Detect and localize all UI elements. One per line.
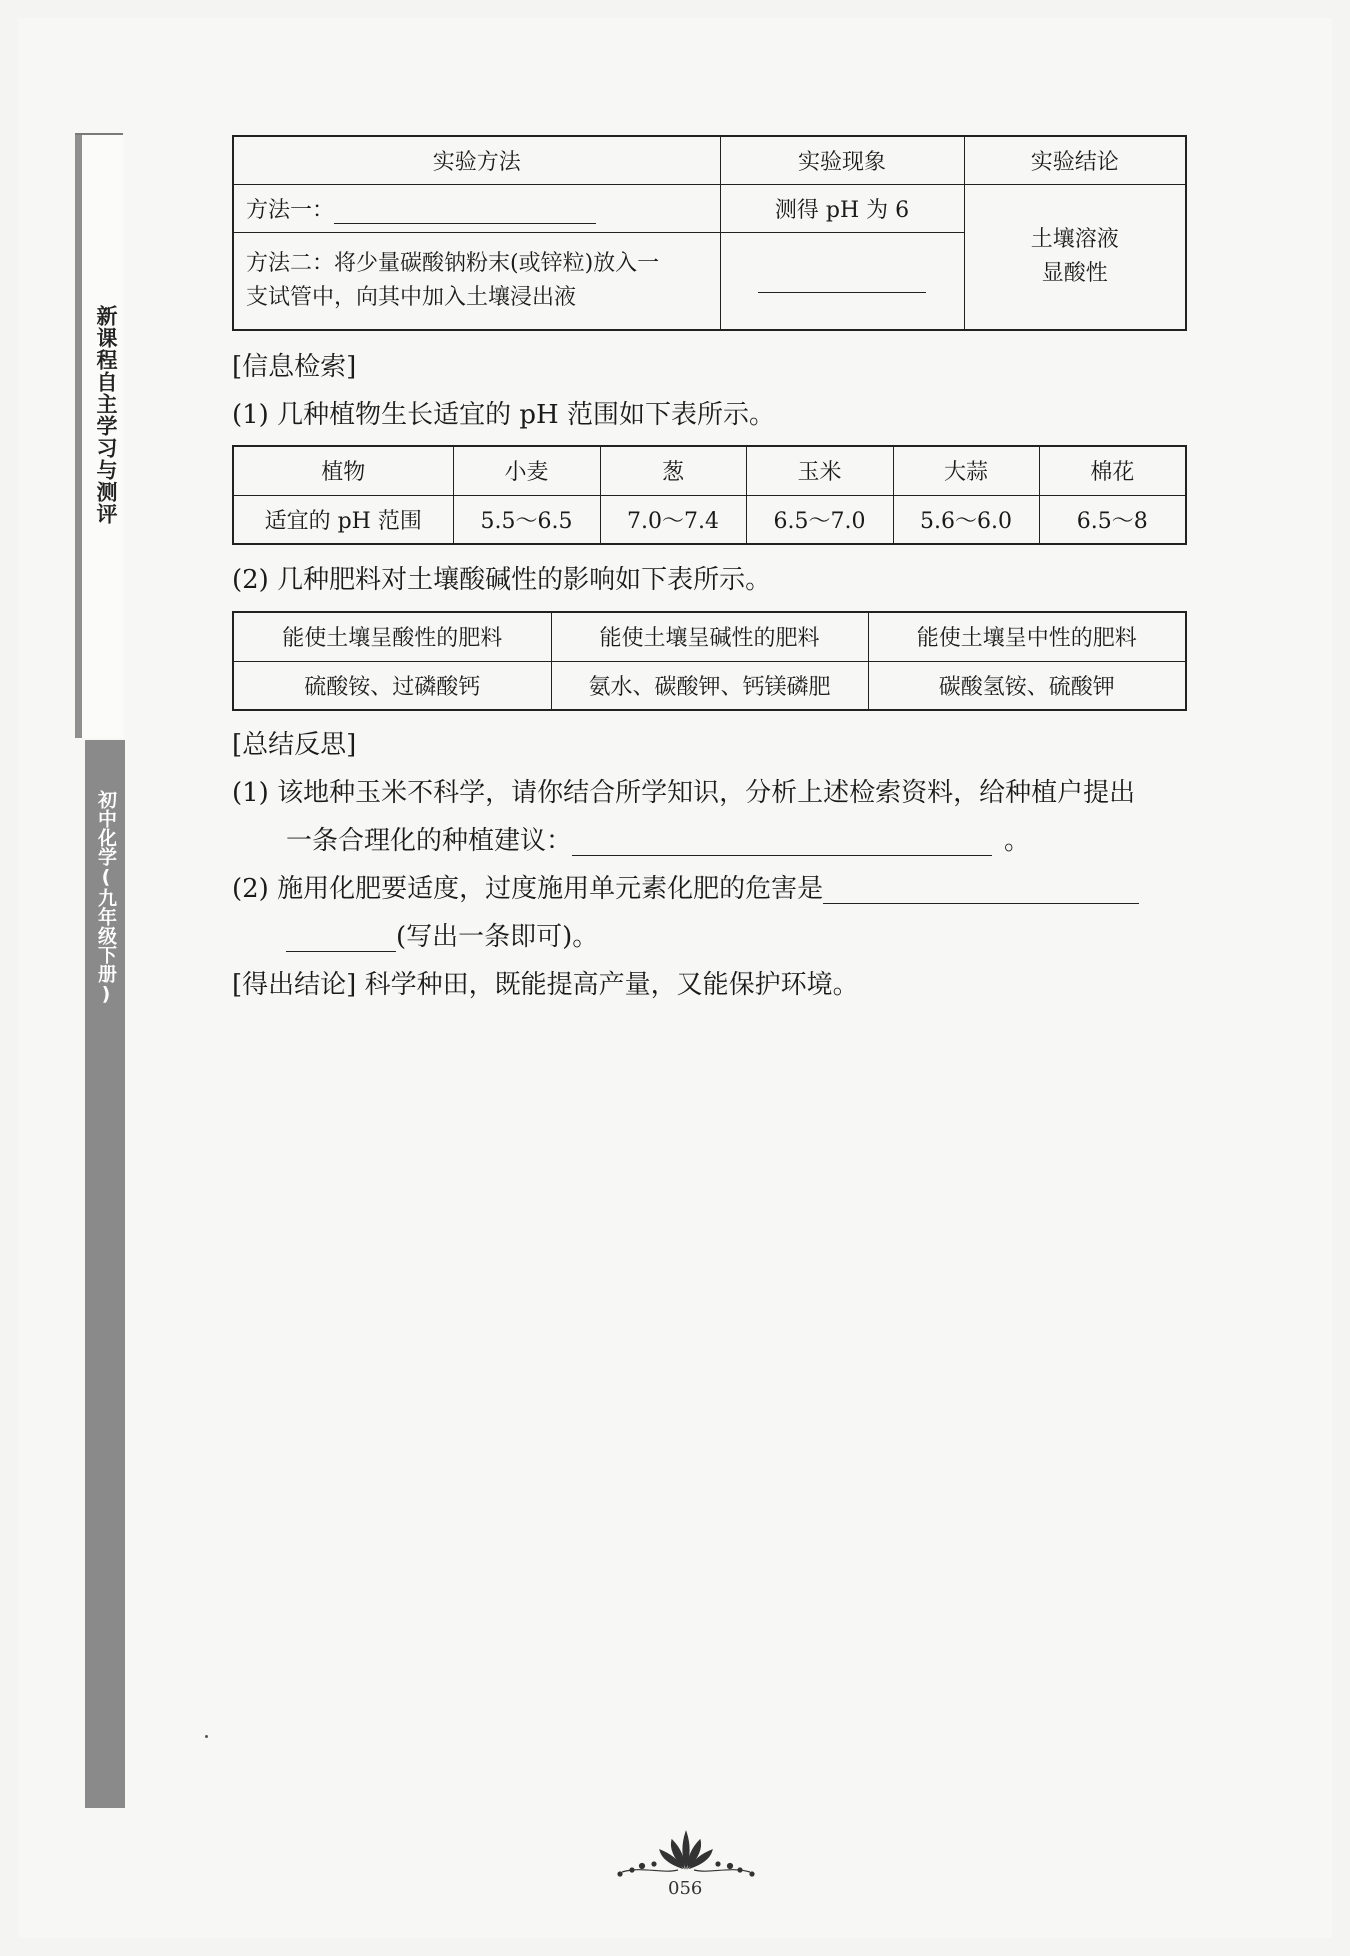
- ph-corn: 6.5～7.0: [746, 495, 893, 544]
- plant-cotton: 棉花: [1039, 446, 1186, 495]
- ph-garlic: 5.6～6.0: [893, 495, 1039, 544]
- summary-item-1-line-1: (1) 该地种玉米不科学，请你结合所学知识，分析上述检索资料，给种植户提出: [232, 778, 1136, 808]
- phenomenon-2-cell: [720, 232, 964, 330]
- plant-garlic: 大蒜: [893, 446, 1039, 495]
- side-tab-divider: [75, 133, 123, 135]
- phenomenon-1-cell: 测得 pH 为 6: [720, 184, 964, 232]
- fertilizer-alkaline-list: 氨水、碳酸钾、钙镁磷肥: [551, 661, 868, 710]
- fertilizer-neutral-header: 能使土壤呈中性的肥料: [868, 612, 1186, 661]
- ph-wheat: 5.5～6.5: [453, 495, 600, 544]
- header-phenomenon: 实验现象: [720, 136, 964, 184]
- experiment-table: [232, 135, 1187, 331]
- method-2-cell: [233, 232, 720, 330]
- method-1-blank[interactable]: [334, 201, 596, 224]
- subject-title: 初中化学(九年级下册): [95, 790, 117, 1005]
- conclusion-text: 科学种田，既能提高产量，又能保护环境。: [364, 970, 859, 1000]
- fertilizer-table: [232, 611, 1187, 711]
- fertilizer-alkaline-header: 能使土壤呈碱性的肥料: [551, 612, 868, 661]
- method-2-line-1: 方法二：将少量碳酸钠粉末(或锌粒)放入一: [246, 250, 660, 276]
- plant-corn: 玉米: [746, 446, 893, 495]
- page-number: 056: [668, 1878, 703, 1899]
- method-2-line-2: 支试管中，向其中加入土壤浸出液: [246, 284, 577, 310]
- speck: [205, 1735, 208, 1738]
- plant-header: 植物: [233, 446, 453, 495]
- summary-item-1-end: 。: [1004, 826, 1031, 856]
- fertilizer-acidic-header: 能使土壤呈酸性的肥料: [233, 612, 551, 661]
- section-conclusion: [得出结论]: [232, 970, 357, 1000]
- summary-item-2-note: (写出一条即可)。: [396, 922, 599, 952]
- floral-ornament-icon: [612, 1828, 760, 1878]
- ph-range-label: 适宜的 pH 范围: [233, 495, 453, 544]
- harm-blank-1[interactable]: [823, 877, 1139, 904]
- method-1-label: 方法一：: [246, 197, 335, 223]
- method-1-cell: [233, 184, 720, 232]
- ph-scallion: 7.0～7.4: [600, 495, 746, 544]
- summary-item-1-prompt: 一条合理化的种植建议：: [286, 826, 573, 856]
- phenomenon-2-blank[interactable]: [758, 270, 926, 293]
- conclusion-cell: [964, 184, 1186, 330]
- conclusion-line-1: 土壤溶液: [1030, 226, 1119, 252]
- harm-blank-2[interactable]: [286, 925, 396, 952]
- summary-item-2-line-2: [286, 922, 598, 952]
- summary-item-2-line-1: [232, 874, 1139, 904]
- summary-item-2-prompt: (2) 施用化肥要适度，过度施用单元素化肥的危害是: [232, 874, 824, 904]
- fertilizer-acidic-list: 硫酸铵、过磷酸钙: [233, 661, 551, 710]
- header-conclusion: 实验结论: [964, 136, 1186, 184]
- plant-ph-table: [232, 445, 1187, 545]
- suggestion-blank[interactable]: [572, 829, 992, 856]
- header-method: 实验方法: [233, 136, 720, 184]
- info-item-2: (2) 几种肥料对土壤酸碱性的影响如下表所示。: [232, 565, 772, 595]
- fertilizer-neutral-list: 碳酸氢铵、硫酸钾: [868, 661, 1186, 710]
- summary-item-1-line-2: [286, 826, 1030, 856]
- ph-cotton: 6.5～8: [1039, 495, 1186, 544]
- section-info-retrieval: [信息检索]: [232, 352, 357, 382]
- series-title: 新课程自主学习与测评: [94, 305, 118, 525]
- section-summary: [总结反思]: [232, 730, 357, 760]
- plant-scallion: 葱: [600, 446, 746, 495]
- conclusion-line-2: 显酸性: [1041, 260, 1108, 286]
- plant-wheat: 小麦: [453, 446, 600, 495]
- conclusion-line: [232, 970, 859, 1000]
- info-item-1: (1) 几种植物生长适宜的 pH 范围如下表所示。: [232, 400, 775, 430]
